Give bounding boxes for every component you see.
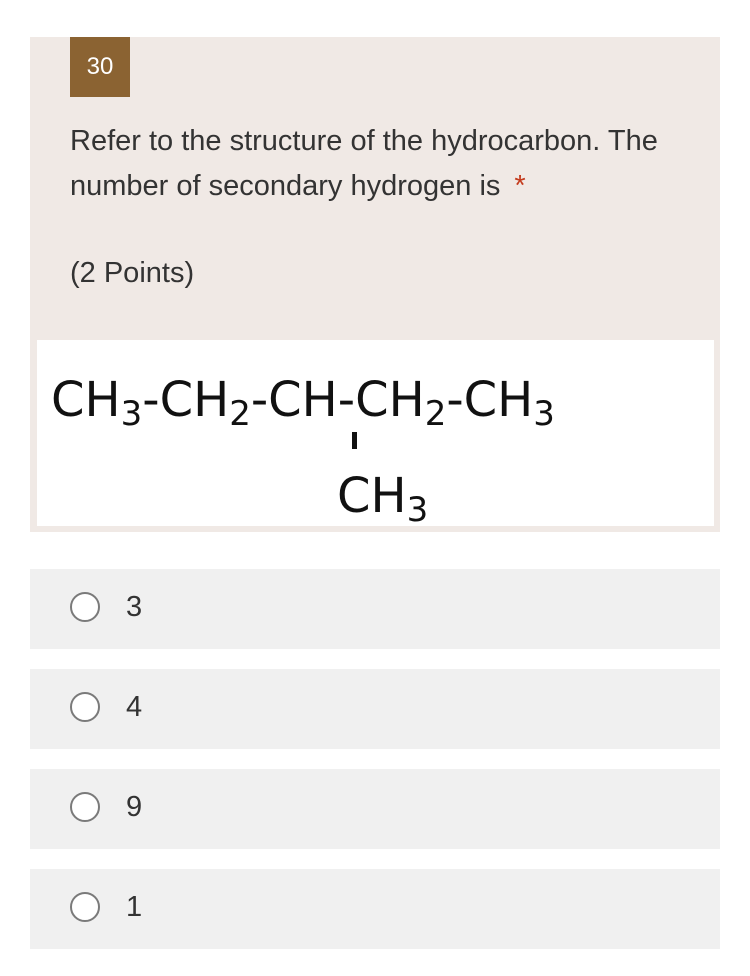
- structure-image: [37, 340, 714, 526]
- answer-option-1[interactable]: [30, 569, 720, 649]
- radio-button[interactable]: [70, 692, 100, 722]
- option-label: 1: [126, 891, 143, 923]
- required-marker: *: [514, 169, 526, 202]
- radio-button[interactable]: [70, 592, 100, 622]
- option-label: 9: [126, 791, 143, 823]
- question-card: [30, 37, 720, 532]
- answer-option-3[interactable]: [30, 769, 720, 849]
- option-label: 4: [126, 691, 143, 723]
- answer-option-4[interactable]: [30, 869, 720, 949]
- question-points: (2 Points): [70, 257, 195, 289]
- question-number-badge: 30: [70, 37, 130, 97]
- radio-button[interactable]: [70, 792, 100, 822]
- question-prompt: Refer to the structure of the hydrocarbon. The number of secondary hydrogen is: [70, 125, 658, 202]
- option-label: 3: [126, 591, 143, 623]
- answer-option-2[interactable]: [30, 669, 720, 749]
- radio-button[interactable]: [70, 892, 100, 922]
- structural-formula: [37, 340, 714, 526]
- question-text: [70, 119, 690, 208]
- branch-bond: [352, 432, 357, 449]
- branch-formula: CH3: [337, 468, 429, 526]
- main-chain-formula: CH3-CH2-CH-CH2-CH3: [51, 372, 555, 434]
